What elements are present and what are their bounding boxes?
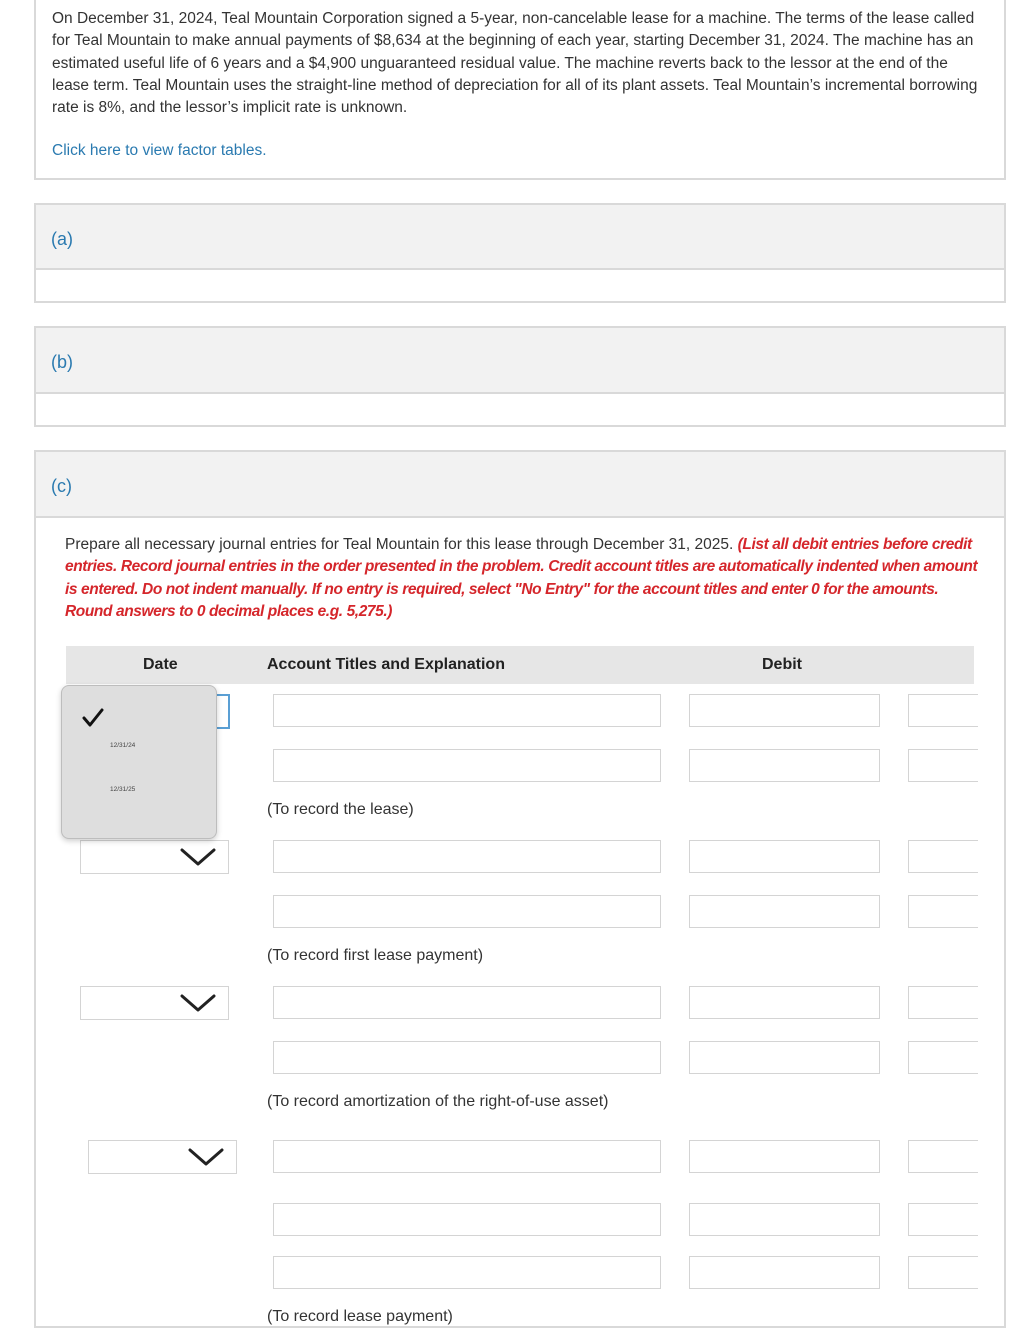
credit-input[interactable] xyxy=(908,986,978,1019)
account-title-input[interactable] xyxy=(273,1140,661,1173)
account-column-header: Account Titles and Explanation xyxy=(267,656,505,673)
part-b-body xyxy=(34,394,1006,427)
part-a-label: (a) xyxy=(51,229,73,249)
credit-input[interactable] xyxy=(908,1203,978,1236)
factor-tables-link[interactable]: Click here to view factor tables. xyxy=(52,142,267,159)
date-dropdown-menu[interactable] xyxy=(61,685,217,839)
debit-input[interactable] xyxy=(689,1041,880,1074)
debit-input[interactable] xyxy=(689,694,880,727)
entry-note-lease-payment: (To record lease payment) xyxy=(267,1308,453,1325)
entry-note-lease: (To record the lease) xyxy=(267,801,414,818)
part-a-body xyxy=(34,270,1006,303)
account-title-input[interactable] xyxy=(273,895,661,928)
debit-input[interactable] xyxy=(689,749,880,782)
debit-input[interactable] xyxy=(689,1140,880,1173)
chevron-down-icon xyxy=(180,846,216,868)
problem-text: On December 31, 2024, Teal Mountain Corporation signed a 5-year, non-cancelable lease for a machine. The terms of the lease called for Teal Mountain to make annual payments of $8,634 at the beginning of each year, starting December 31, 2024. The machine has an estimated useful life of 6 years and a $4,900 unguaranteed residual value. The machine reverts back to the lessor at the end of the lease term. Teal Mountain uses the straight-line method of depreciation for all of its plant assets. Teal Mountain’s incremental borrowing rate is 8%, and the lessor’s implicit rate is unknown. xyxy=(52,10,978,117)
date-select-3[interactable] xyxy=(80,986,229,1020)
credit-input[interactable] xyxy=(908,749,978,782)
date-select-4[interactable] xyxy=(88,1140,237,1174)
debit-input[interactable] xyxy=(689,1203,880,1236)
chevron-down-icon xyxy=(188,1146,224,1168)
entry-note-amortization: (To record amortization of the right-of-use asset) xyxy=(267,1093,609,1110)
credit-input[interactable] xyxy=(908,1140,978,1173)
part-b-label: (b) xyxy=(51,352,73,372)
date-column-header: Date xyxy=(143,656,178,673)
problem-card xyxy=(34,0,1006,180)
instructions-text: Prepare all necessary journal entries for Teal Mountain for this lease through December 31, 2025. xyxy=(65,536,734,553)
part-a-header[interactable] xyxy=(34,203,1006,270)
account-title-input[interactable] xyxy=(273,986,661,1019)
debit-column-header: Debit xyxy=(762,656,802,673)
debit-input[interactable] xyxy=(689,1256,880,1289)
part-c-header[interactable] xyxy=(34,450,1006,518)
credit-input[interactable] xyxy=(908,694,978,727)
account-title-input[interactable] xyxy=(273,1041,661,1074)
instructions xyxy=(65,534,980,623)
instructions-emphasis: (List all debit entries before credit entries. Record journal entries in the order presented in the problem. Credit account titles are automatically indented when amount is entered. Do not indent manually. If no entry is required, select "No Entry" for the account titles and enter 0 for the amounts. Round answers to 0 decimal places e.g. 5,275.) xyxy=(65,536,978,620)
credit-input[interactable] xyxy=(908,1041,978,1074)
journal-table-header xyxy=(66,646,974,684)
credit-input[interactable] xyxy=(908,1256,978,1289)
chevron-down-icon xyxy=(180,992,216,1014)
checkmark-icon xyxy=(82,708,104,728)
account-title-input[interactable] xyxy=(273,1203,661,1236)
account-title-input[interactable] xyxy=(273,840,661,873)
date-option[interactable]: 12/31/25 xyxy=(110,786,136,793)
credit-input[interactable] xyxy=(908,895,978,928)
date-select-2[interactable] xyxy=(80,840,229,874)
account-title-input[interactable] xyxy=(273,749,661,782)
part-c-label: (c) xyxy=(51,476,72,496)
debit-input[interactable] xyxy=(689,986,880,1019)
debit-input[interactable] xyxy=(689,840,880,873)
debit-input[interactable] xyxy=(689,895,880,928)
credit-input[interactable] xyxy=(908,840,978,873)
date-option[interactable]: 12/31/24 xyxy=(110,742,136,749)
entry-note-first-payment: (To record first lease payment) xyxy=(267,947,484,964)
account-title-input[interactable] xyxy=(273,694,661,727)
part-b-header[interactable] xyxy=(34,326,1006,394)
account-title-input[interactable] xyxy=(273,1256,661,1289)
